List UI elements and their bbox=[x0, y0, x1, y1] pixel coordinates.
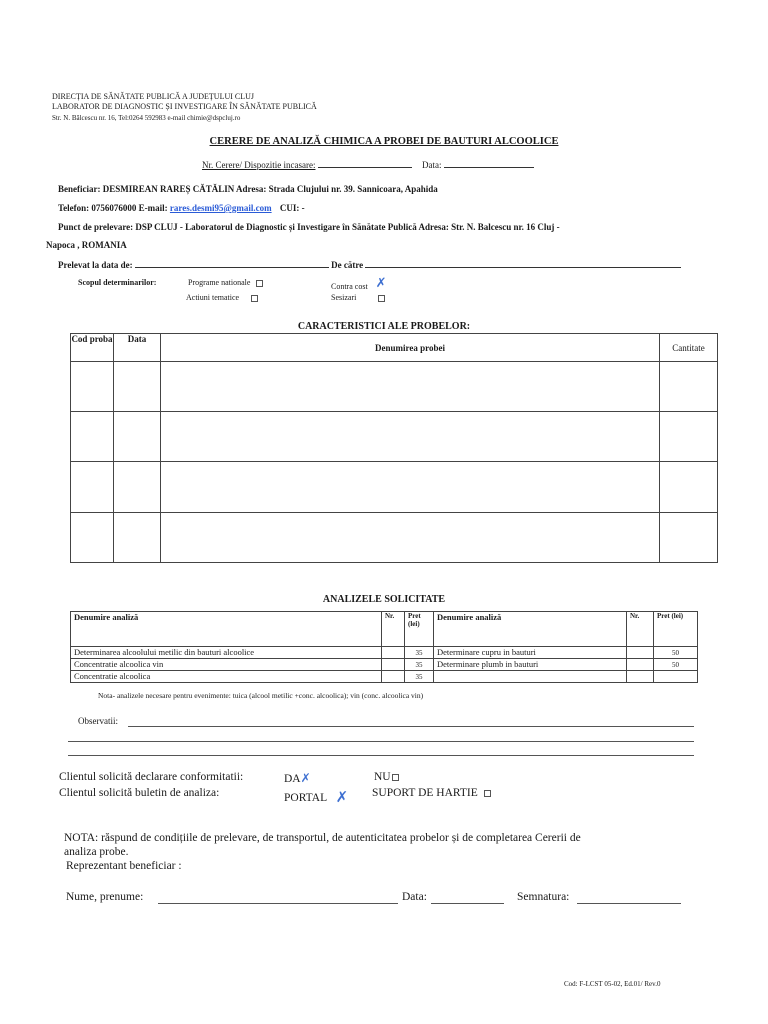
institution-contact: Str. N. Bălcescu nr. 16, Tel:0264 592983 e-mail chimie@dspcluj.ro bbox=[52, 114, 241, 122]
analysis-price: 35 bbox=[405, 671, 434, 683]
samples-table bbox=[70, 333, 718, 563]
check-mark-icon: ✗ bbox=[335, 788, 349, 806]
name-field[interactable] bbox=[158, 903, 398, 904]
table-row[interactable] bbox=[71, 462, 718, 513]
checkbox-icon bbox=[378, 295, 385, 302]
observations-label: Observatii: bbox=[78, 716, 118, 726]
analysis-price: 35 bbox=[405, 659, 434, 671]
col-price-right: Pret (lei) bbox=[654, 612, 698, 647]
table-row[interactable] bbox=[71, 647, 698, 659]
name-label: Nume, prenume: bbox=[66, 891, 144, 903]
purpose-label: Scopul determinarilor: bbox=[78, 278, 157, 287]
analysis-name: Concentratie alcoolica vin bbox=[71, 659, 382, 671]
bulletin-portal-option[interactable] bbox=[284, 787, 348, 805]
phone-label: Telefon: 0756076000 E-mail: bbox=[58, 203, 168, 213]
purpose-option-national[interactable] bbox=[188, 278, 263, 287]
table-row[interactable] bbox=[71, 671, 698, 683]
sampling-point-line2: Napoca , ROMANIA bbox=[46, 240, 127, 250]
analysis-nr[interactable] bbox=[627, 671, 654, 683]
analysis-name: Determinare plumb in bauturi bbox=[434, 659, 627, 671]
observations-field-line2[interactable] bbox=[68, 741, 694, 742]
laboratory-name: LABORATOR DE DIAGNOSTIC ȘI INVESTIGARE ÎN SĂNĂTATE PUBLICĂ bbox=[52, 102, 317, 111]
sampled-date-label: Prelevat la data de: bbox=[58, 260, 133, 270]
analyses-note: Nota- analizele necesare pentru evenimente: tuica (alcool metilic +conc. alcoolica); vin (conc. alcoolica vin) bbox=[98, 691, 424, 700]
purpose-option-thematic[interactable] bbox=[186, 293, 258, 302]
sampled-by-label: De către bbox=[331, 260, 364, 270]
check-mark-icon: ✗ bbox=[300, 771, 311, 785]
request-number-label: Nr. Cerere/ Dispozitie incasare: bbox=[202, 160, 316, 170]
col-price-left: Pret (lei) bbox=[405, 612, 434, 647]
request-number-field[interactable] bbox=[318, 158, 412, 168]
col-analysis-name-right: Denumire analiză bbox=[434, 612, 627, 647]
analysis-name: Concentratie alcoolica bbox=[71, 671, 382, 683]
conformity-yes-label: DA bbox=[284, 773, 301, 785]
col-sample-code: Cod proba bbox=[71, 334, 114, 362]
analysis-nr[interactable] bbox=[382, 671, 405, 683]
representative-label: Reprezentant beneficiar : bbox=[66, 860, 182, 872]
sampled-row bbox=[58, 258, 681, 270]
analysis-price: 50 bbox=[654, 659, 698, 671]
analyses-title: ANALIZELE SOLICITATE bbox=[322, 594, 446, 605]
signature-date-field[interactable] bbox=[431, 903, 504, 904]
phone-email-row bbox=[58, 203, 305, 213]
col-nr-right: Nr. bbox=[627, 612, 654, 647]
sampled-by-field[interactable] bbox=[365, 258, 681, 268]
signature-date-label: Data: bbox=[402, 891, 427, 903]
col-sample-date: Data bbox=[114, 334, 161, 362]
check-mark-icon: ✗ bbox=[375, 276, 387, 291]
checkbox-icon bbox=[484, 790, 491, 797]
table-row[interactable] bbox=[71, 659, 698, 671]
nota-line1: NOTA: răspund de condițiile de prelevare, de transportul, de autenticitatea probelor și de completarea Cererii de bbox=[64, 832, 581, 844]
purpose-option-paid[interactable] bbox=[331, 278, 387, 293]
conformity-yes-option[interactable] bbox=[284, 771, 311, 785]
form-title: CERERE DE ANALIZĂ CHIMICA A PROBEI DE BAUTURI ALCOOLICE bbox=[209, 136, 559, 147]
institution-name: DIRECȚIA DE SĂNĂTATE PUBLICĂ A JUDEȚULUI CLUJ bbox=[52, 92, 255, 101]
form-code: Cod: F-LCST 05-02, Ed.01/ Rev.0 bbox=[564, 980, 661, 988]
table-row[interactable] bbox=[71, 412, 718, 462]
analysis-nr[interactable] bbox=[382, 659, 405, 671]
col-analysis-name-left: Denumire analiză bbox=[71, 612, 382, 647]
analysis-name: Determinarea alcoolului metilic din bauturi alcoolice bbox=[71, 647, 382, 659]
analysis-nr[interactable] bbox=[627, 659, 654, 671]
table-row[interactable] bbox=[71, 513, 718, 563]
analysis-price: 50 bbox=[654, 647, 698, 659]
checkbox-icon bbox=[392, 774, 399, 781]
bulletin-portal-label: PORTAL bbox=[284, 792, 327, 804]
analysis-name bbox=[434, 671, 627, 683]
email-link[interactable]: rares.desmi95@gmail.com bbox=[169, 203, 272, 213]
cui-label: CUI: - bbox=[279, 203, 305, 213]
col-sample-name: Denumirea probei bbox=[161, 334, 660, 362]
analysis-nr[interactable] bbox=[627, 647, 654, 659]
bulletin-paper-option[interactable] bbox=[372, 787, 491, 799]
purpose-option-thematic-label: Actiuni tematice bbox=[186, 293, 240, 302]
analyses-table bbox=[70, 611, 698, 683]
checkbox-icon bbox=[256, 280, 263, 287]
bulletin-label: Clientul solicită buletin de analiza: bbox=[59, 787, 220, 799]
beneficiary-line: Beneficiar: DESMIREAN RAREȘ CĂTĂLIN Adresa: Strada Clujului nr. 39. Sannicoara, Apahida bbox=[58, 184, 438, 194]
request-number-row bbox=[202, 158, 534, 170]
col-nr-left: Nr. bbox=[382, 612, 405, 647]
conformity-no-option[interactable] bbox=[374, 771, 399, 783]
analysis-price: 35 bbox=[405, 647, 434, 659]
request-date-field[interactable] bbox=[444, 158, 534, 168]
col-sample-quantity: Cantitate bbox=[660, 334, 718, 362]
sampling-point-line1: Punct de prelevare: DSP CLUJ - Laboratorul de Diagnostic și Investigare în Sănătate Publică Adresa: Str. N. Balcescu nr. 16 Cluj - bbox=[58, 222, 560, 232]
request-date-label: Data: bbox=[421, 160, 442, 170]
checkbox-icon bbox=[251, 295, 258, 302]
purpose-option-national-label: Programe nationale bbox=[188, 278, 251, 287]
nota-line2: analiza probe. bbox=[64, 846, 129, 858]
conformity-label: Clientul solicită declarare conformitatii: bbox=[59, 771, 244, 783]
purpose-option-complaints-label: Sesizari bbox=[331, 293, 357, 302]
signature-label: Semnatura: bbox=[517, 891, 570, 903]
observations-field-line1[interactable] bbox=[128, 726, 694, 727]
analysis-nr[interactable] bbox=[382, 647, 405, 659]
table-row[interactable] bbox=[71, 362, 718, 412]
analysis-name: Determinare cupru in bauturi bbox=[434, 647, 627, 659]
purpose-option-complaints[interactable] bbox=[331, 293, 385, 302]
observations-field-line3[interactable] bbox=[68, 755, 694, 756]
samples-title: CARACTERISTICI ALE PROBELOR: bbox=[297, 321, 471, 332]
purpose-option-paid-label: Contra cost bbox=[331, 282, 368, 291]
signature-field[interactable] bbox=[577, 903, 681, 904]
conformity-no-label: NU bbox=[374, 771, 391, 783]
sampled-date-field[interactable] bbox=[135, 258, 329, 268]
bulletin-paper-label: SUPORT DE HARTIE bbox=[372, 787, 478, 799]
analysis-price bbox=[654, 671, 698, 683]
